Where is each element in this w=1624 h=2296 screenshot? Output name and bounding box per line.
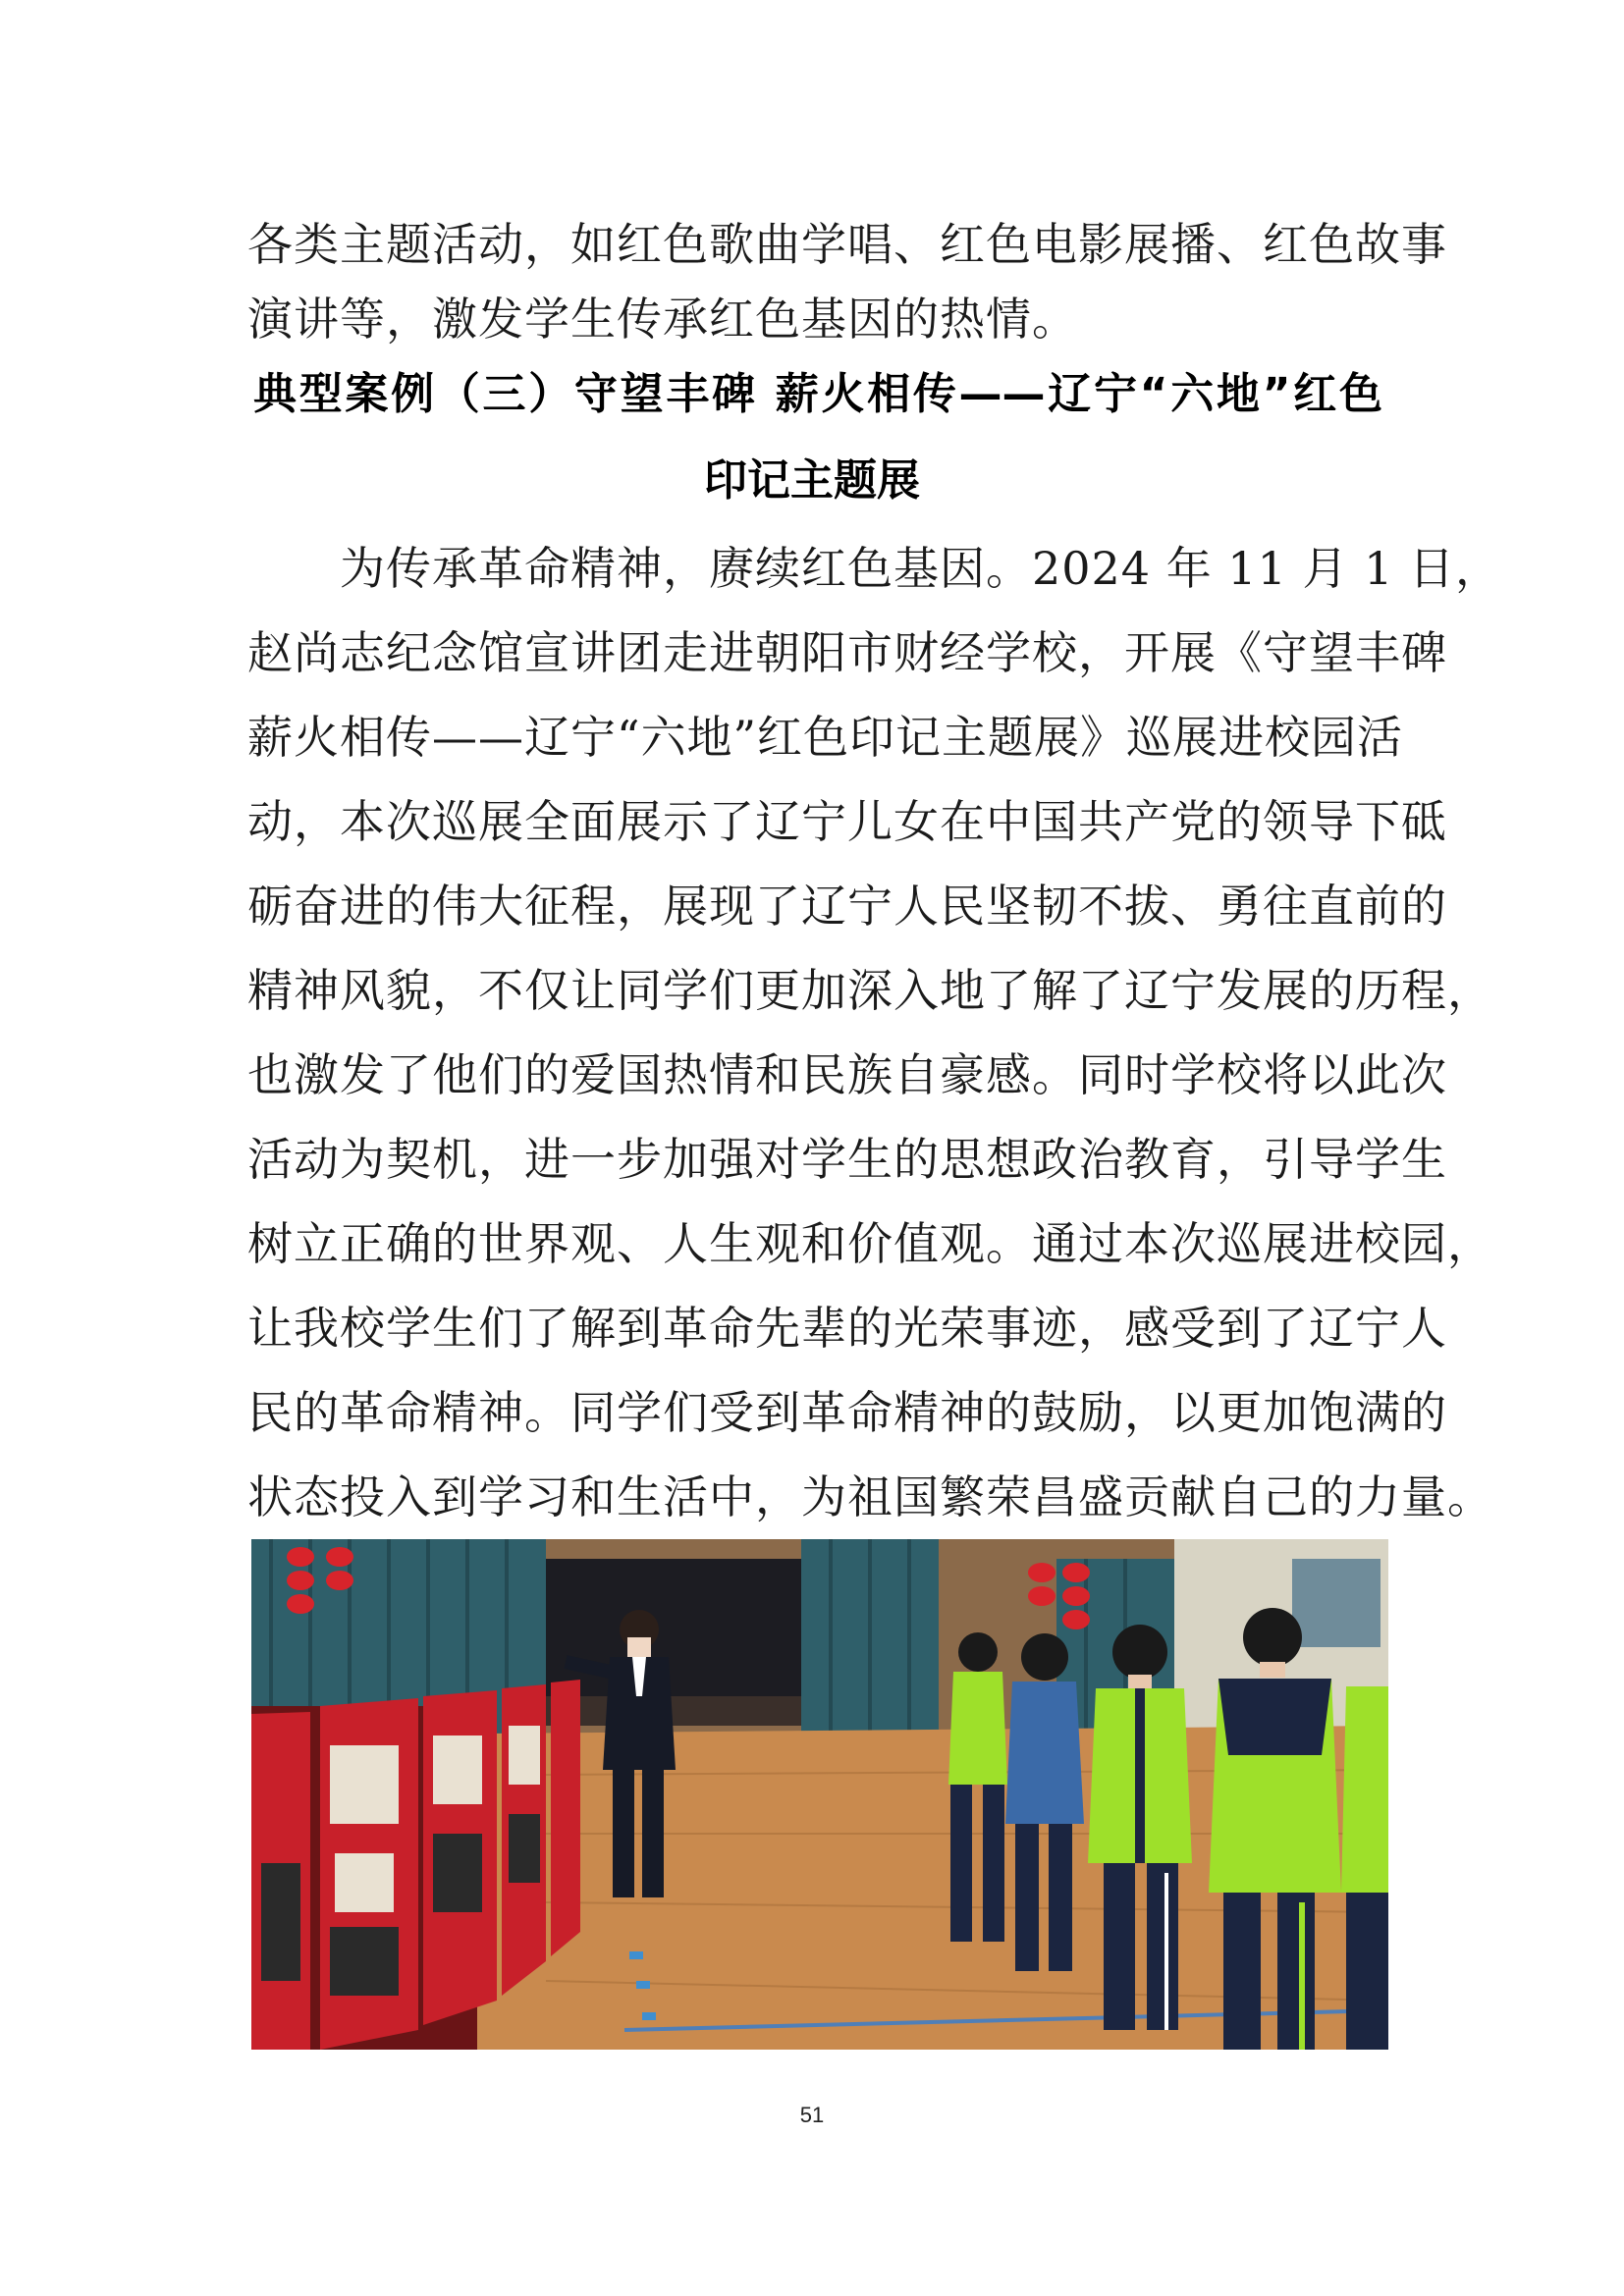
page-number: 51 <box>799 2103 825 2127</box>
text-line: 演讲等，激发学生传承红色基因的热情。 <box>247 293 1078 346</box>
text-line: 树立正确的世界观、人生观和价值观。通过本次巡展进校园， <box>247 1217 1493 1270</box>
exhibition-photo <box>251 1539 1388 2050</box>
text-line: 让我校学生们了解到革命先辈的光荣事迹，感受到了辽宁人 <box>247 1302 1447 1355</box>
text-line: 薪火相传——辽宁“六地”红色印记主题展》巡展进校园活 <box>247 711 1404 764</box>
text-line: 民的革命精神。同学们受到革命精神的鼓励，以更加饱满的 <box>247 1386 1447 1439</box>
text-line: 也激发了他们的爱国热情和民族自豪感。同时学校将以此次 <box>247 1048 1447 1101</box>
text-line: 赵尚志纪念馆宣讲团走进朝阳市财经学校，开展《守望丰碑 <box>247 626 1447 679</box>
text-line: 状态投入到学习和生活中，为祖国繁荣昌盛贡献自己的力量。 <box>247 1470 1493 1523</box>
exhibition-photo-illustration <box>251 1539 1388 2050</box>
case-heading: 典型案例（三）守望丰碑 薪火相传——辽宁“六地”红色 <box>253 369 1382 419</box>
text-line: 砺奋进的伟大征程，展现了辽宁人民坚韧不拔、勇往直前的 <box>247 880 1447 933</box>
text-line: 精神风貌，不仅让同学们更加深入地了解了辽宁发展的历程， <box>247 964 1493 1017</box>
text-line: 动，本次巡展全面展示了辽宁儿女在中国共产党的领导下砥 <box>247 795 1447 848</box>
text-line: 各类主题活动，如红色歌曲学唱、红色电影展播、红色故事 <box>247 218 1447 271</box>
text-line: 为传承革命精神，赓续红色基因。2024 年 11 月 1 日， <box>247 542 1501 595</box>
text-line: 活动为契机，进一步加强对学生的思想政治教育，引导学生 <box>247 1133 1447 1186</box>
case-heading-continued: 印记主题展 <box>704 455 920 506</box>
